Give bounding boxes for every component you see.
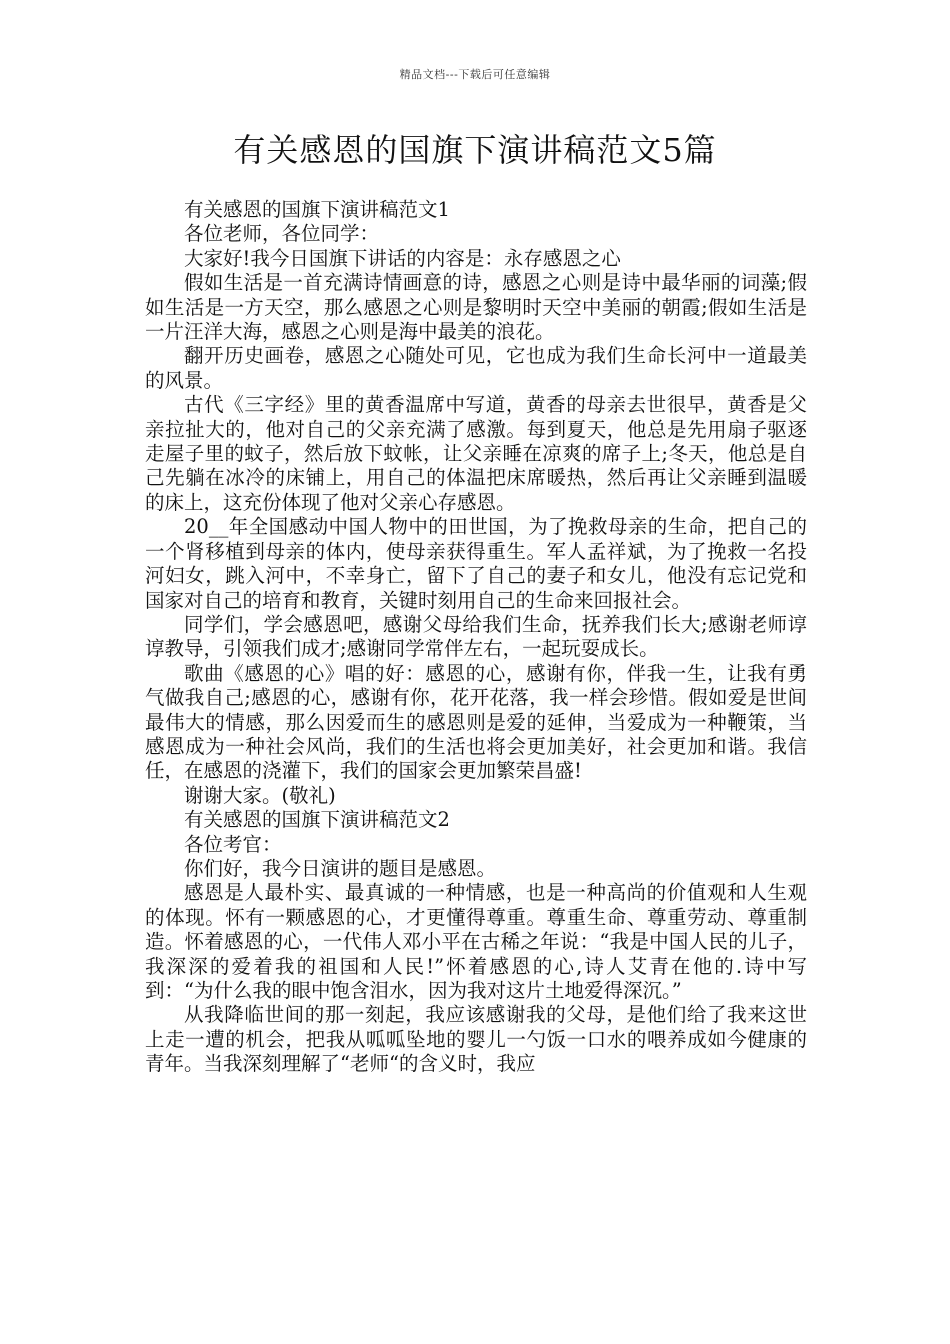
header-note: 精品文档---下载后可任意编辑 [399, 68, 551, 81]
paragraph: 你们好，我今日演讲的题目是感恩。 [184, 856, 497, 880]
paragraph: 古代《三字经》里的黄香温席中写道，黄香的母亲去世很早，黄香是父亲拉扯大的，他对自己的父亲充满了感激。每到夏天，他总是先用扇子驱逐走屋子里的蚊子，然后放下蚊帐，让父亲睡在凉爽的席子上;冬天，他总是自己先躺在冰冷的床铺上，用自己的体温把床席暖热，然后再让父亲睡到温暖的床上，这充份体现了他对父亲心存感恩。 [145, 393, 807, 514]
document-title: 有关感恩的国旗下演讲稿范文5篇 [233, 131, 717, 169]
paragraph: 翻开历史画卷，感恩之心随处可见，它也成为我们生命长河中一道最美的风景。 [145, 344, 807, 392]
paragraph: 谢谢大家。(敬礼) [184, 783, 336, 807]
paragraph: 同学们，学会感恩吧，感谢父母给我们生命，抚养我们长大;感谢老师谆谆教导，引领我们成才;感谢同学常伴左右，一起玩耍成长。 [145, 612, 807, 661]
document-body [145, 198, 807, 1077]
paragraph: 假如生活是一首充满诗情画意的诗，感恩之心则是诗中最华丽的词藻;假如生活是一方天空，那么感恩之心则是黎明时天空中美丽的朝霞;假如生活是一片汪洋大海，感恩之心则是海中最美的浪花。 [145, 271, 807, 344]
salutation-1: 各位老师，各位同学： [184, 222, 380, 246]
paragraph: 20__年全国感动中国人物中的田世国，为了挽救母亲的生命，把自己的一个肾移植到母亲的体内，使母亲获得重生。军人孟祥斌，为了挽救一名投河妇女，跳入河中，不幸身亡，留下了自己的妻子和女儿，他没有忘记党和国家对自己的培育和教育，关键时刻用自己的生命来回报社会。 [145, 515, 807, 612]
paragraph: 从我降临世间的那一刻起，我应该感谢我的父母，是他们给了我来这世上走一遭的机会，把我从呱呱坠地的婴儿一勺饭一口水的喂养成如今健康的青年。当我深刻理解了“老师“的含义时，我应 [145, 1003, 807, 1076]
paragraph: 感恩是人最朴实、最真诚的一种情感，也是一种高尚的价值观和人生观的体现。怀有一颗感恩的心，才更懂得尊重。尊重生命、尊重劳动、尊重制造。怀着感恩的心，一代伟人邓小平在古稀之年说：“我是中国人民的儿子，我深深的爱着我的祖国和人民!”怀着感恩的心,诗人艾青在他的.诗中写到：“为什么我的眼中饱含泪水，因为我对这片土地爱得深沉。” [145, 881, 807, 1002]
paragraph: 歌曲《感恩的心》唱的好：感恩的心，感谢有你，伴我一生，让我有勇气做我自己;感恩的心，感谢有你，花开花落，我一样会珍惜。假如爱是世间最伟大的情感，那么因爱而生的感恩则是爱的延伸，当爱成为一种鞭策，当感恩成为一种社会风尚，我们的生活也将会更加美好，社会更加和谐。我信任，在感恩的浇灌下，我们的国家会更加繁荣昌盛! [145, 661, 807, 783]
paragraph: 大家好!我今日国旗下讲话的内容是：永存感恩之心 [184, 246, 621, 270]
section-heading-1: 有关感恩的国旗下演讲稿范文1 [184, 198, 450, 221]
salutation-2: 各位考官： [184, 832, 282, 856]
section-heading-2: 有关感恩的国旗下演讲稿范文2 [184, 808, 450, 832]
